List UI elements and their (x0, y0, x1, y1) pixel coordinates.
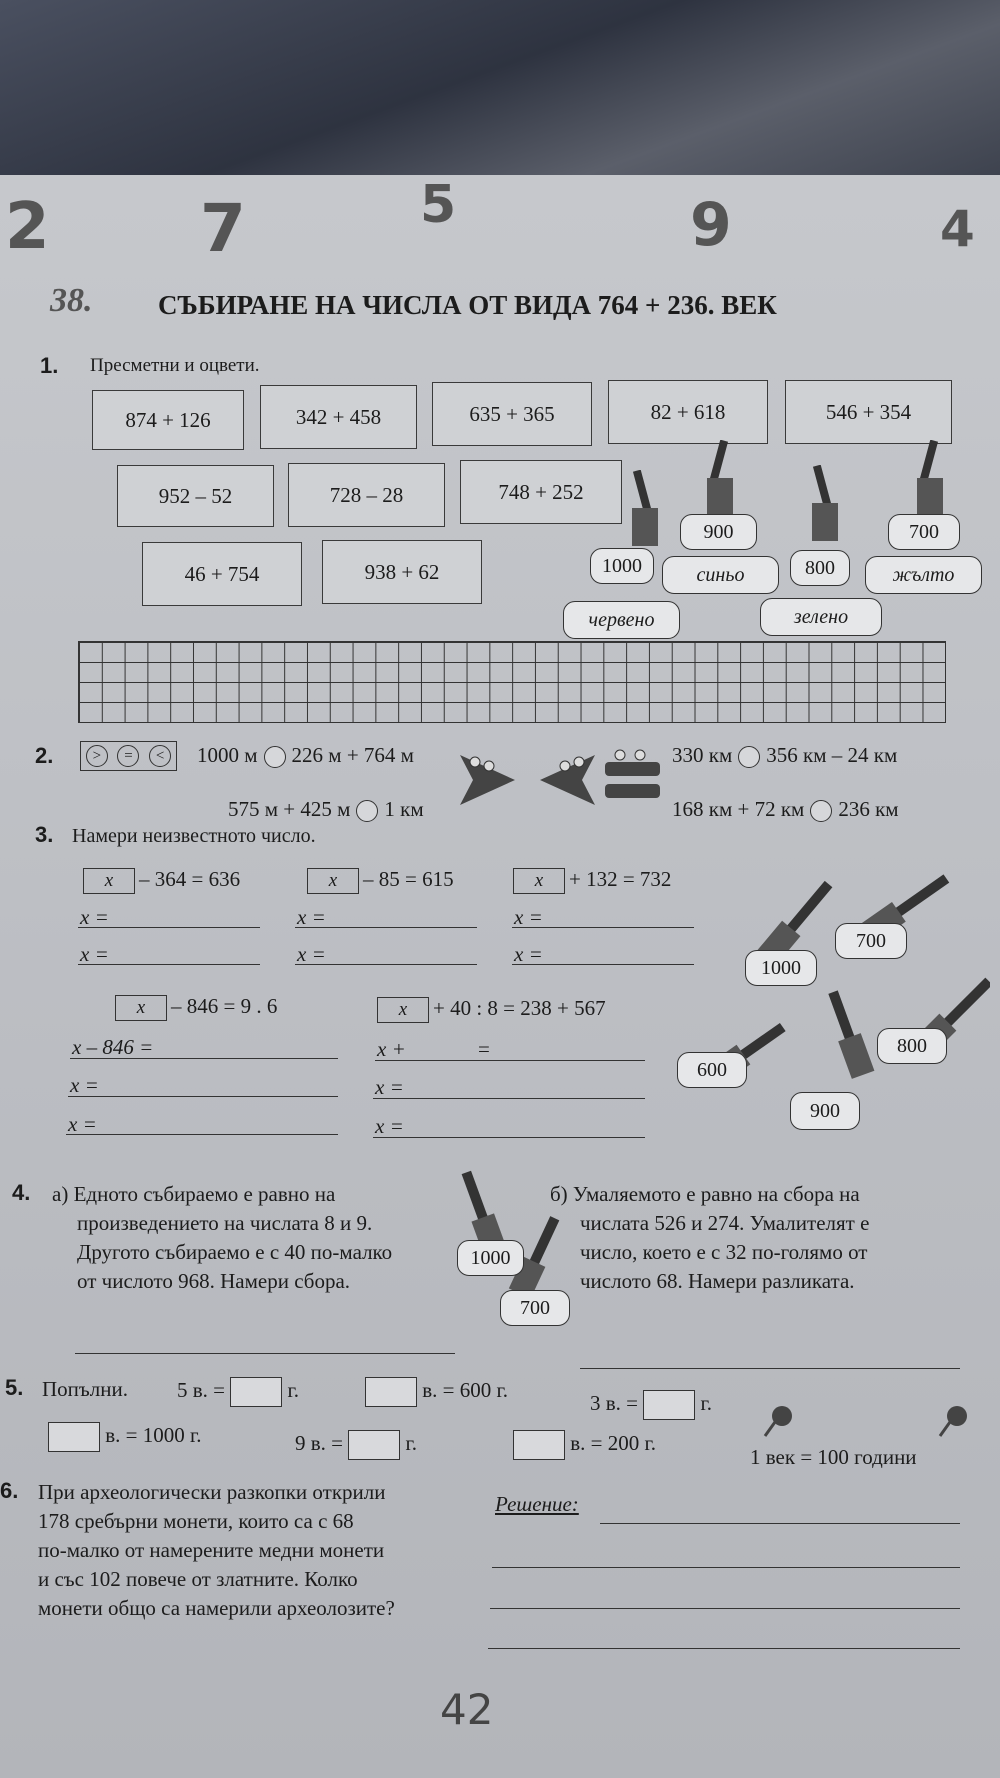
answer-line[interactable] (512, 964, 694, 965)
fill-text: 5 в. = (177, 1377, 226, 1402)
brush-value: 1000 (745, 950, 817, 986)
color-value: 900 (680, 514, 757, 550)
text-line: от числото 968. Намери сбора. (77, 1269, 351, 1293)
answer-line[interactable] (78, 927, 260, 928)
task-instruction: Попълни. (42, 1377, 128, 1401)
page-number: 42 (440, 1685, 494, 1734)
fill-item (590, 1390, 712, 1420)
equation-rest: + 40 : 8 = 238 + 567 (433, 996, 606, 1020)
handwritten-digit: 5 (420, 175, 457, 235)
color-name: зелено (760, 598, 882, 636)
task4a-text (52, 1180, 392, 1296)
expression-card: 952 – 52 (117, 465, 274, 527)
handwritten-digit: 2 (5, 190, 50, 264)
expression-card: 82 + 618 (608, 380, 768, 444)
brush-value: 700 (835, 923, 907, 959)
pin-icon (935, 1400, 975, 1440)
century-note: 1 век = 100 години (750, 1445, 917, 1469)
greater-symbol: > (86, 745, 108, 767)
equal-sign: = (478, 1037, 490, 1061)
compare-row (672, 743, 897, 768)
unknown-box: x (307, 868, 359, 894)
unknown-box: x (513, 868, 565, 894)
color-name: червено (563, 601, 680, 639)
fill-box[interactable] (230, 1377, 282, 1407)
expression-card: 874 + 126 (92, 390, 244, 450)
answer-label: x – 846 = (72, 1035, 154, 1059)
brush-value: 700 (500, 1290, 570, 1326)
text-line: а) Едното събираемо е равно на (52, 1182, 336, 1206)
pin-icon (760, 1400, 800, 1440)
handwritten-digit: 7 (200, 190, 246, 267)
brush-value: 1000 (457, 1240, 524, 1276)
task-number: 6. (0, 1478, 19, 1503)
answer-line[interactable] (295, 927, 477, 928)
answer-label: x = (80, 942, 109, 966)
compare-left: 330 км (672, 743, 733, 767)
unknown-box: x (115, 995, 167, 1021)
answer-label: x + (377, 1037, 406, 1061)
compare-circle[interactable] (810, 800, 832, 822)
color-name: синьо (662, 556, 779, 594)
task-number: 3. (35, 822, 54, 847)
cartoon-symbols-icon (455, 740, 665, 820)
lesson-title: СЪБИРАНЕ НА ЧИСЛА ОТ ВИДА 764 + 236. ВЕК (158, 290, 777, 320)
compare-row (228, 797, 424, 822)
task4b-text (550, 1180, 869, 1296)
text-line: б) Умаляемото е равно на сбора на (550, 1182, 860, 1206)
fill-text: в. = 1000 г. (105, 1422, 202, 1447)
less-symbol: < (149, 745, 171, 767)
task6-text (38, 1478, 395, 1623)
fill-box[interactable] (365, 1377, 417, 1407)
paintbrush-icon (620, 470, 670, 550)
compare-row (672, 797, 899, 822)
answer-line[interactable] (70, 1058, 338, 1059)
answer-line[interactable] (66, 1134, 338, 1135)
expression-card: 635 + 365 (432, 382, 592, 446)
answer-label: x = (375, 1114, 404, 1138)
coloring-grid[interactable] (78, 641, 946, 723)
fill-box[interactable] (513, 1430, 565, 1460)
fill-text: г. (287, 1377, 300, 1402)
answer-label: x = (297, 905, 326, 929)
fill-box[interactable] (643, 1390, 695, 1420)
fill-item (365, 1377, 508, 1407)
compare-left: 1000 м (197, 743, 258, 767)
fill-item (513, 1430, 656, 1460)
solution-label: Решение: (495, 1492, 579, 1516)
color-value: 700 (888, 514, 960, 550)
compare-right: 1 км (384, 797, 424, 821)
answer-line[interactable] (373, 1137, 645, 1138)
answer-line[interactable] (488, 1648, 960, 1649)
compare-right: 236 км (838, 797, 899, 821)
answer-line[interactable] (373, 1098, 645, 1099)
equation (377, 996, 606, 1023)
background-fabric (0, 0, 1000, 190)
compare-circle[interactable] (264, 746, 286, 768)
equation-rest: – 846 = 9 . 6 (171, 994, 278, 1018)
fill-text: г. (405, 1430, 418, 1455)
compare-left: 575 м + 425 м (228, 797, 351, 821)
equation (115, 994, 277, 1021)
handwritten-digit: 4 (940, 200, 975, 258)
text-line: Другото събираемо е с 40 по-малко (77, 1240, 393, 1264)
color-value: 1000 (590, 548, 654, 584)
answer-line[interactable] (492, 1567, 960, 1568)
task-instruction: Пресметни и оцвети. (90, 355, 260, 376)
text-line: произведението на числата 8 и 9. (77, 1211, 373, 1235)
brush-value: 600 (677, 1052, 747, 1088)
task-number: 1. (40, 353, 59, 378)
expression-card: 342 + 458 (260, 385, 417, 449)
text-line: и със 102 повече от златните. Колко (38, 1567, 358, 1591)
answer-line[interactable] (490, 1608, 960, 1609)
task-number: 5. (5, 1375, 24, 1400)
equation (307, 867, 454, 894)
answer-line[interactable] (295, 964, 477, 965)
unknown-box: x (377, 997, 429, 1023)
text-line: числото 68. Намери разликата. (580, 1269, 855, 1293)
fill-text: в. = 600 г. (422, 1377, 509, 1402)
answer-label: x = (375, 1075, 404, 1099)
answer-label: x = (70, 1073, 99, 1097)
paintbrush-icon (800, 465, 850, 545)
compare-circle[interactable] (738, 746, 760, 768)
text-line: число, което е с 32 по-голямо от (580, 1240, 868, 1264)
expression-card: 748 + 252 (460, 460, 622, 524)
answer-line[interactable] (375, 1060, 645, 1061)
equation-rest: + 132 = 732 (569, 867, 672, 891)
fill-box[interactable] (48, 1422, 100, 1452)
text-line: При археологически разкопки открили (38, 1480, 386, 1504)
brush-value: 900 (790, 1092, 860, 1130)
answer-label: x = (514, 905, 543, 929)
answer-line[interactable] (580, 1368, 960, 1369)
comparison-symbols (80, 741, 177, 771)
compare-left: 168 км + 72 км (672, 797, 805, 821)
compare-right: 226 м + 764 м (291, 743, 414, 767)
handwritten-digit: 9 (690, 190, 732, 260)
compare-row (197, 743, 414, 768)
answer-label: x = (514, 942, 543, 966)
text-line: 178 сребърни монети, които са с 68 (38, 1509, 354, 1533)
equation-rest: – 85 = 615 (363, 867, 454, 891)
text-line: монети общо са намерили археолозите? (38, 1596, 395, 1620)
answer-line[interactable] (512, 927, 694, 928)
equation-rest: – 364 = 636 (139, 867, 241, 891)
paintbrush-icon (695, 440, 745, 520)
text-line: числата 526 и 274. Умалителят е (580, 1211, 870, 1235)
color-value: 800 (790, 550, 850, 586)
equation (513, 867, 671, 894)
answer-line[interactable] (68, 1096, 338, 1097)
task-instruction: Намери неизвестното число. (72, 825, 316, 847)
fill-item (48, 1422, 202, 1452)
text-line: по-малко от намерените медни монети (38, 1538, 385, 1562)
answer-label: x = (80, 905, 109, 929)
expression-card: 728 – 28 (288, 463, 445, 527)
equal-symbol: = (117, 745, 139, 767)
compare-circle[interactable] (356, 800, 378, 822)
fill-item (295, 1430, 417, 1460)
lesson-number: 38. (50, 282, 93, 319)
answer-line[interactable] (75, 1353, 455, 1354)
color-name: жълто (865, 556, 982, 594)
equation (83, 867, 240, 894)
fill-text: 3 в. = (590, 1390, 639, 1415)
task-number: 2. (35, 743, 54, 768)
fill-box[interactable] (348, 1430, 400, 1460)
brush-value: 800 (877, 1028, 947, 1064)
expression-card: 46 + 754 (142, 542, 302, 606)
fill-item (177, 1377, 299, 1407)
expression-card: 938 + 62 (322, 540, 482, 604)
unknown-box: x (83, 868, 135, 894)
task-number: 4. (12, 1180, 31, 1205)
answer-label: x = (297, 942, 326, 966)
expression-card: 546 + 354 (785, 380, 952, 444)
answer-line[interactable] (78, 964, 260, 965)
answer-label: x = (68, 1112, 97, 1136)
fill-text: 9 в. = (295, 1430, 344, 1455)
fill-text: в. = 200 г. (570, 1430, 657, 1455)
fill-text: г. (700, 1390, 713, 1415)
paintbrush-icon (905, 440, 955, 520)
answer-line[interactable] (600, 1523, 960, 1524)
compare-right: 356 км – 24 км (766, 743, 898, 767)
